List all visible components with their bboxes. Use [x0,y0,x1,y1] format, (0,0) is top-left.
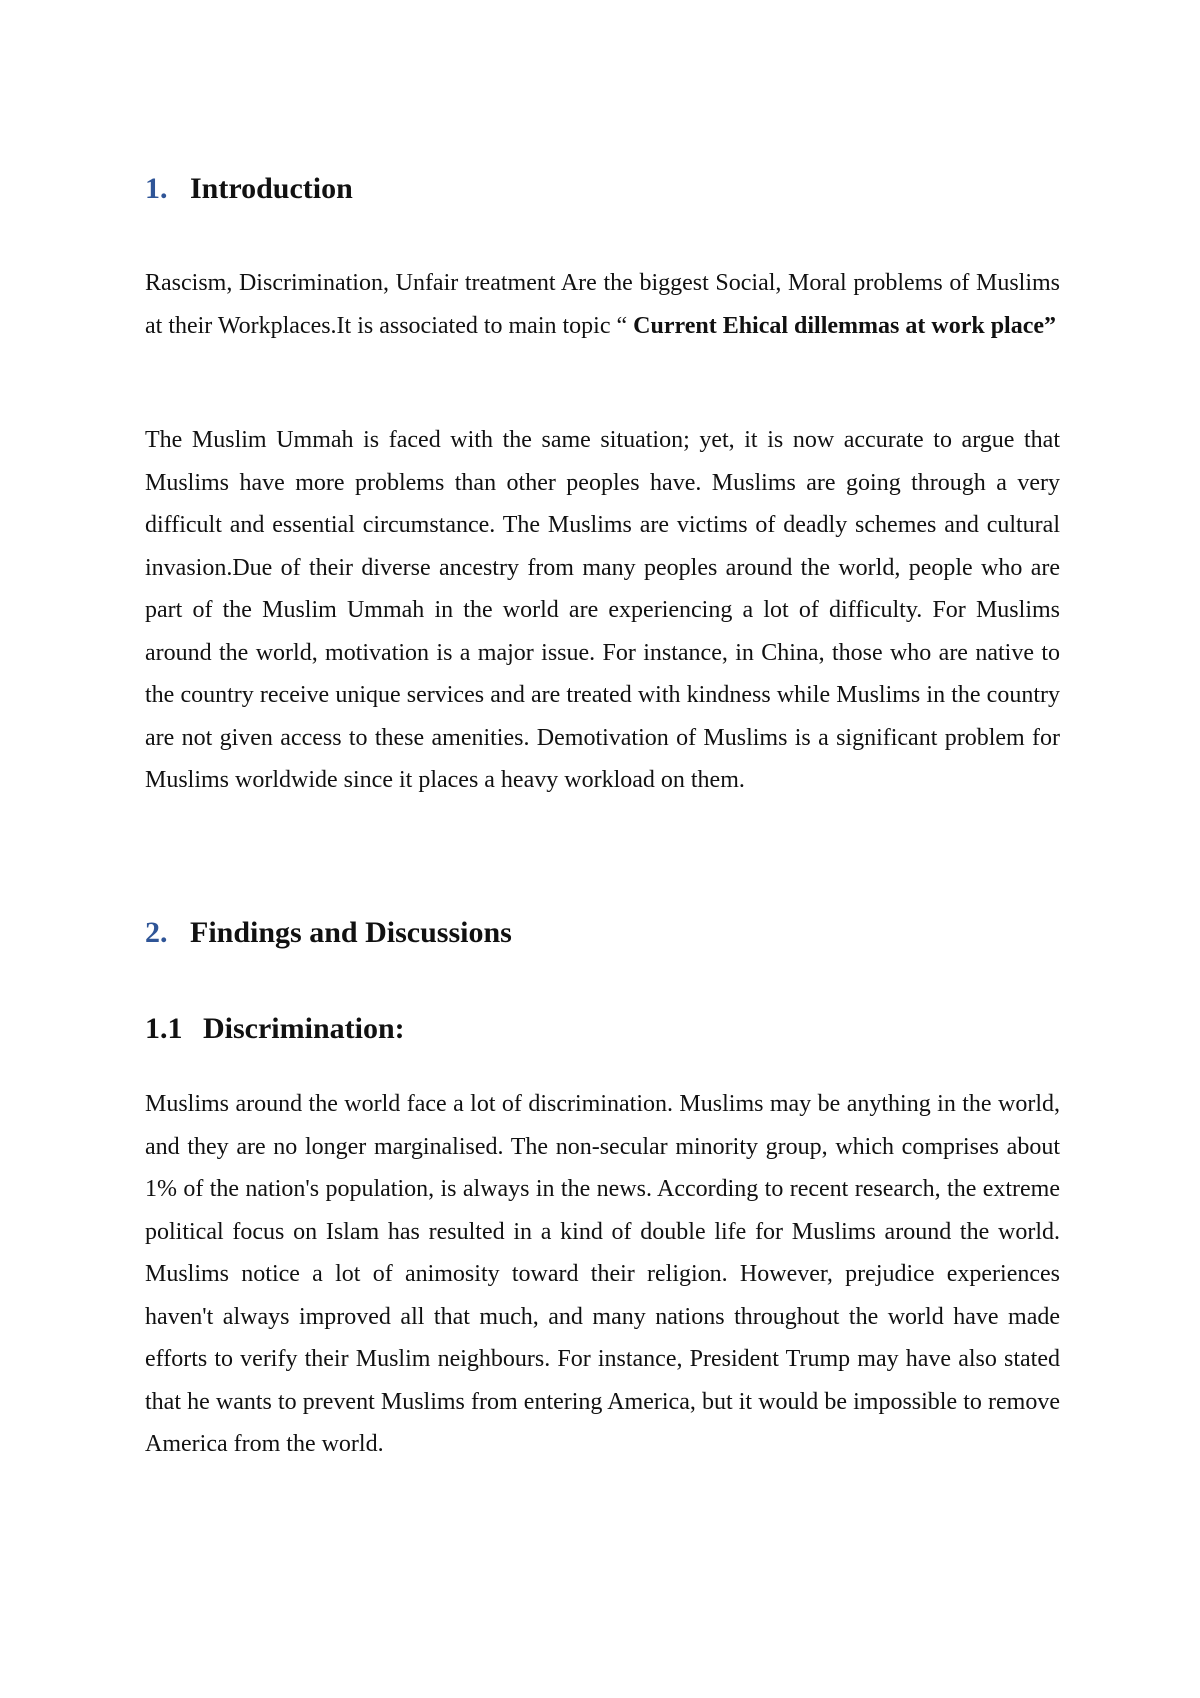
heading-number: 1. [145,172,168,205]
heading-discrimination [145,1011,405,1047]
discrimination-paragraph: Muslims around the world face a lot of discrimination. Muslims may be anything in the world, and they are no longer marginalised. The non-secular minority group, which comprises about 1% of the nation's population, is always in the news. According to recent research, the extreme political focus on Islam has resulted in a kind of double life for Muslims around the world. Muslims notice a lot of animosity toward their religion. However, prejudice experiences haven't always improved all that much, and many nations throughout the world have made efforts to verify their Muslim neighbours. For instance, President Trump may have also stated that he wants to prevent Muslims from entering America, but it would be impossible to remove America from the world. [145,1091,1060,1457]
intro-paragraph-1-bold: Current Ehical dillemmas at work place” [633,312,1057,339]
heading-number: 2. [145,916,168,949]
intro-paragraph-2: The Muslim Ummah is faced with the same situation; yet, it is now accurate to argue that Muslims have more problems than other peoples have. Muslims are going through a very difficult and essential circumstance. The Muslims are victims of deadly schemes and cultural invasion.Due of their diverse ancestry from many peoples around the world, people who are part of the Muslim Ummah in the world are experiencing a lot of difficulty. For Muslims around the world, motivation is a major issue. For instance, in China, those who are native to the country receive unique services and are treated with kindness while Muslims in the country are not given access to these amenities. Demotivation of Muslims is a significant problem for Muslims worldwide since it places a heavy workload on them. [145,427,1060,793]
heading-findings [145,915,512,951]
heading-title: Findings and Discussions [190,916,512,949]
heading-title: Discrimination: [203,1012,405,1045]
heading-number: 1.1 [145,1012,183,1045]
heading-title: Introduction [190,172,353,205]
intro-paragraph-1 [145,262,1060,347]
heading-introduction [145,171,353,207]
intro-paragraph-1-text: Rascism, Discrimination, Unfair treatment Are the biggest Social, Moral problems of Muslims at their Workplaces.It is associated to main topic “ [145,270,1060,339]
